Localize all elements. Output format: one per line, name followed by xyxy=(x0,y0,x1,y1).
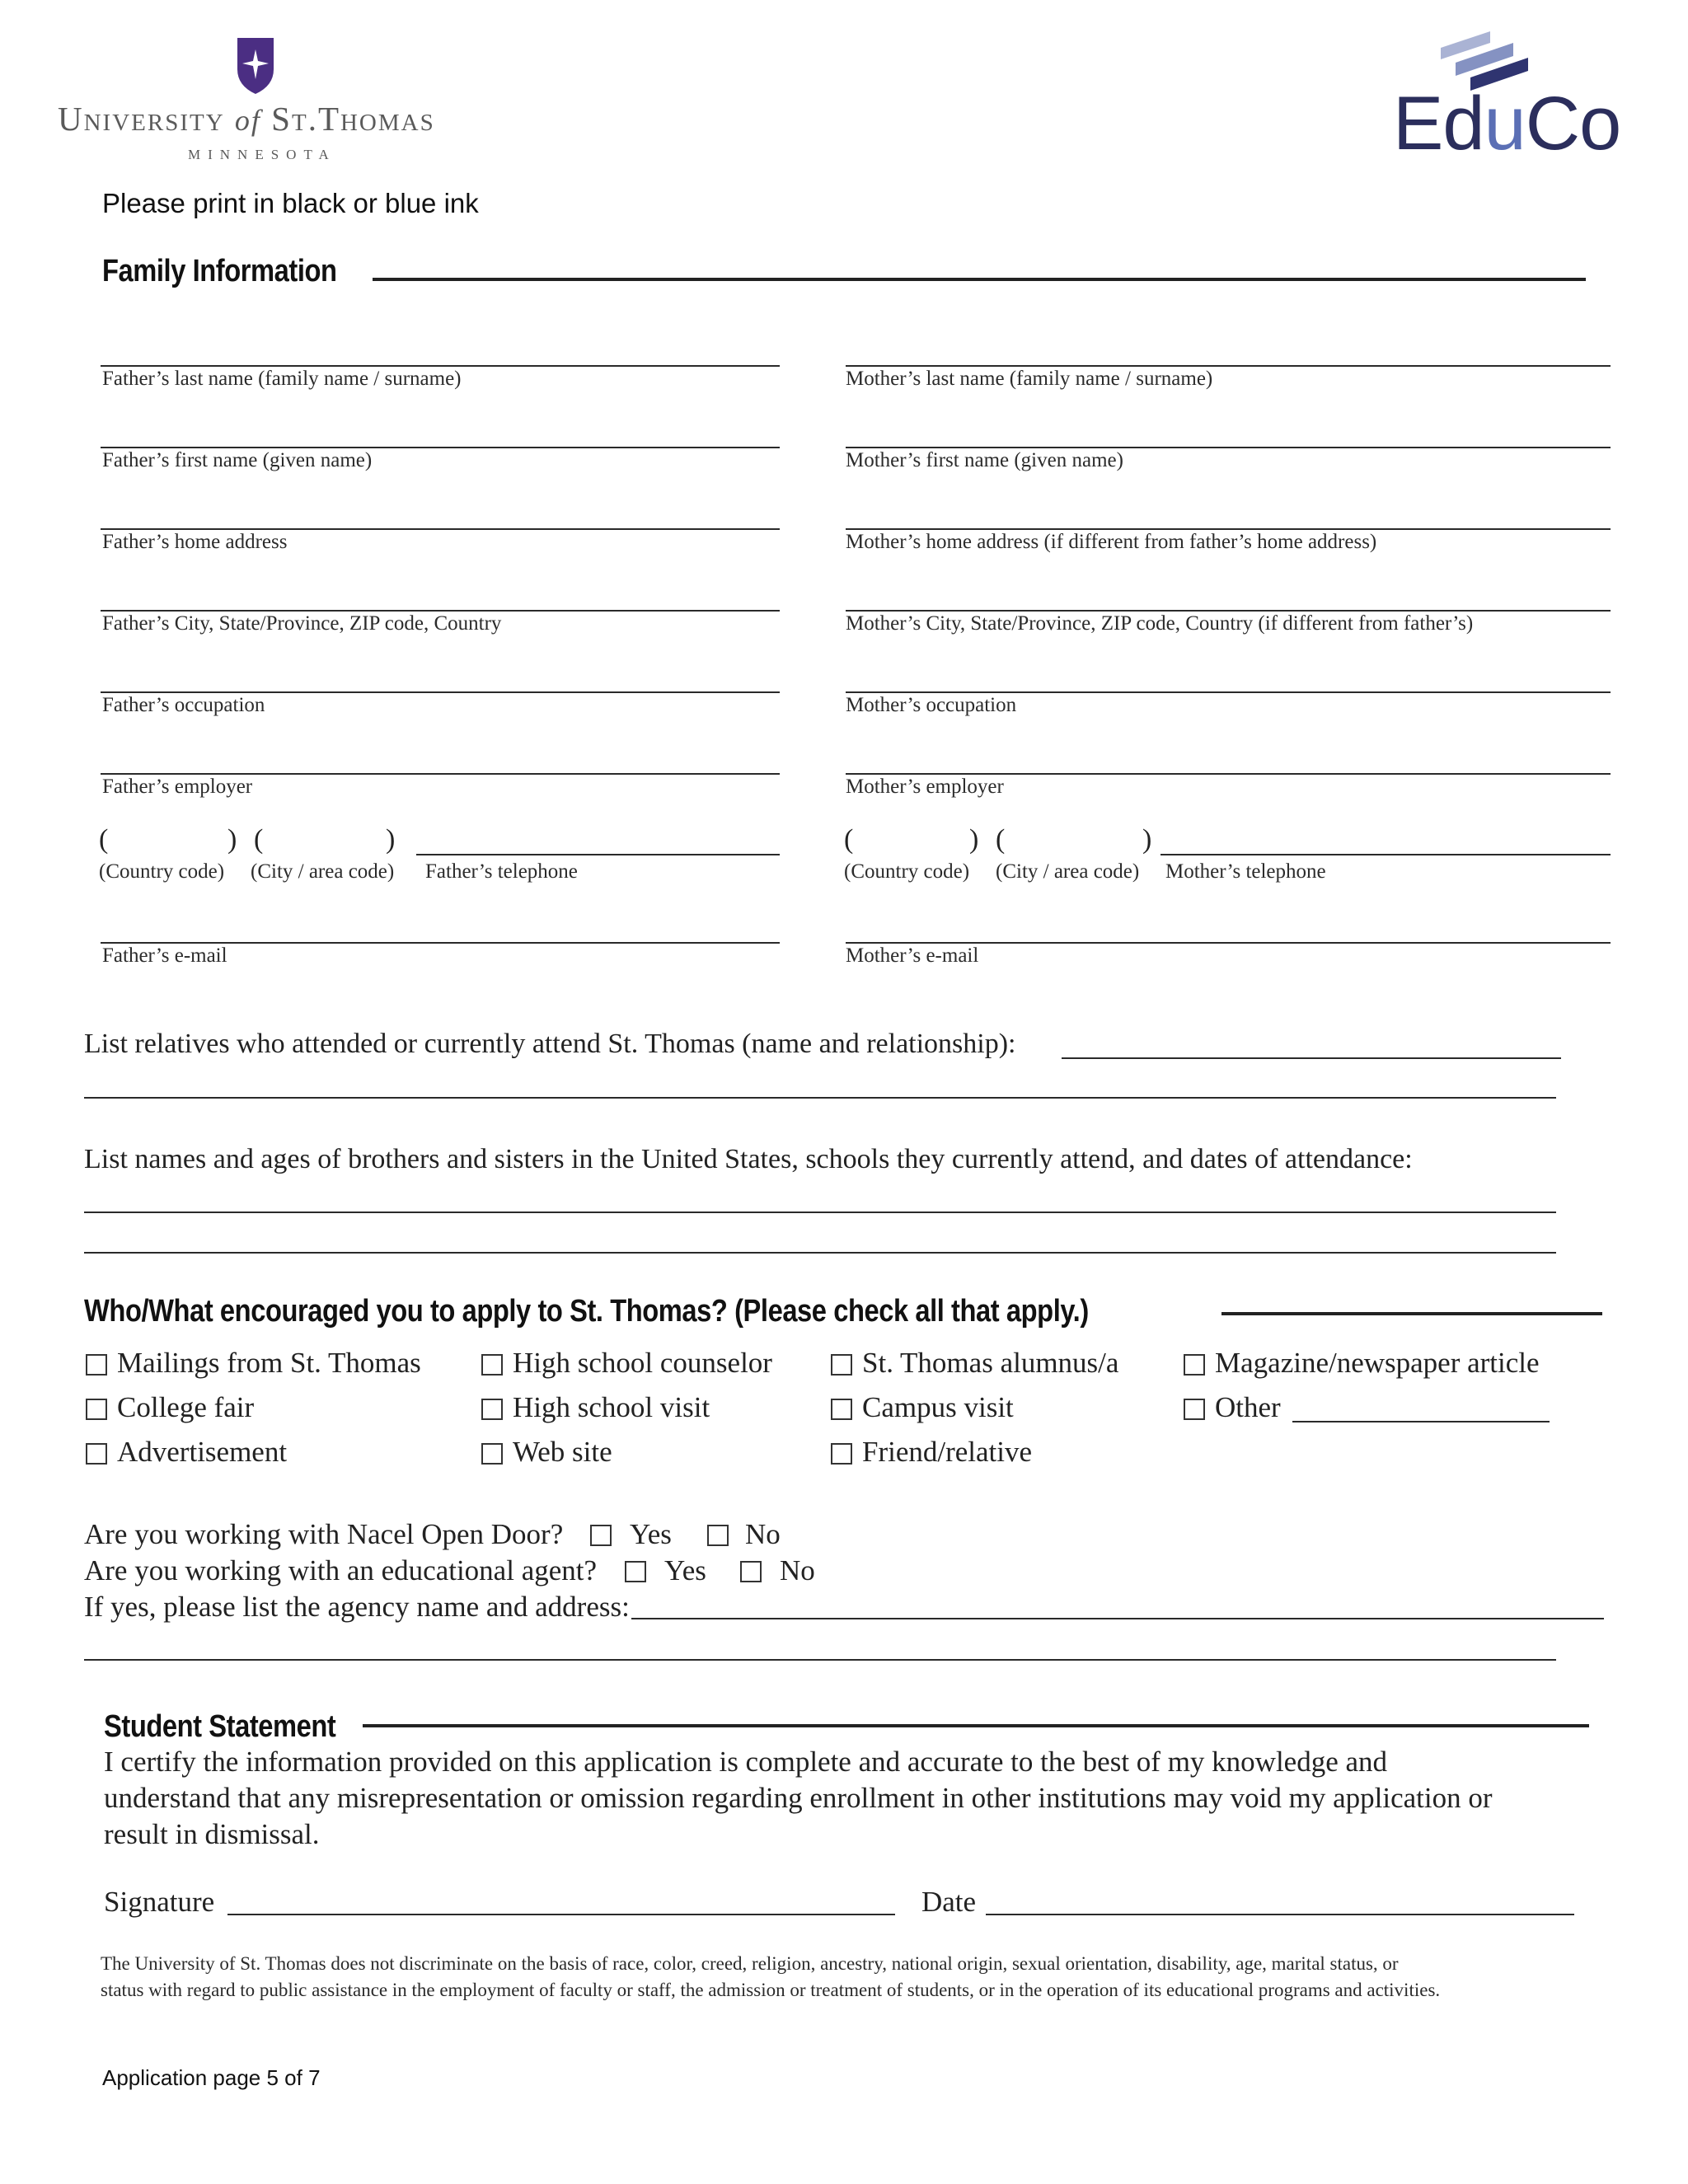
university-name-of: of xyxy=(234,104,261,137)
family-information-heading: Family Information xyxy=(102,254,337,288)
disclaimer-line-1: The University of St. Thomas does not discriminate on the basis of race, color, creed, religion, ancestry, national origin, sexual orientation, disability, age, marital status, or xyxy=(101,1953,1399,1974)
student-statement-rule xyxy=(363,1724,1589,1727)
mother-city-input[interactable] xyxy=(846,610,1611,612)
father-telephone-label: Father’s telephone xyxy=(425,860,578,883)
mother-employer-input[interactable] xyxy=(846,773,1611,775)
father-telephone-input[interactable] xyxy=(416,854,780,855)
father-address-input[interactable] xyxy=(101,528,780,530)
agent-question: Are you working with an educational agent? xyxy=(84,1554,598,1586)
campus-visit-checkbox[interactable] xyxy=(831,1399,852,1420)
high-school-counselor-label: High school counselor xyxy=(513,1347,772,1379)
nacel-yes-label: Yes xyxy=(630,1518,672,1550)
father-country-code-label: (Country code) xyxy=(99,860,225,883)
web-site-label: Web site xyxy=(513,1436,612,1468)
advertisement-label: Advertisement xyxy=(117,1436,288,1468)
high-school-visit-checkbox[interactable] xyxy=(481,1399,503,1420)
high-school-counselor-checkbox[interactable] xyxy=(481,1354,503,1376)
magazine-article-label: Magazine/newspaper article xyxy=(1215,1347,1540,1379)
educo-wordmark xyxy=(1393,81,1620,167)
father-occupation-input[interactable] xyxy=(101,691,780,693)
university-name-suffix: St.Thomas xyxy=(271,100,435,138)
father-area-code-input[interactable]: ( ) xyxy=(254,824,396,855)
mother-first-name-input[interactable] xyxy=(846,447,1611,448)
agency-input-line-1[interactable] xyxy=(631,1618,1604,1619)
mother-telephone-label: Mother’s telephone xyxy=(1165,860,1326,883)
mother-country-code-label: (Country code) xyxy=(844,860,970,883)
mailings-checkbox[interactable] xyxy=(86,1354,107,1376)
friend-relative-label: Friend/relative xyxy=(862,1436,1033,1468)
signature-label: Signature xyxy=(104,1886,215,1918)
father-email-label: Father’s e-mail xyxy=(102,944,227,967)
magazine-article-checkbox[interactable] xyxy=(1184,1354,1205,1376)
high-school-visit-label: High school visit xyxy=(513,1391,710,1423)
nacel-yes-checkbox[interactable] xyxy=(590,1525,612,1546)
mother-first-name-label: Mother’s first name (given name) xyxy=(846,449,1123,471)
relatives-input-line-2[interactable] xyxy=(84,1097,1556,1099)
agent-yes-checkbox[interactable] xyxy=(625,1561,646,1582)
agent-no-label: No xyxy=(780,1554,815,1586)
educo-wordmark-u: u xyxy=(1484,82,1526,166)
college-fair-label: College fair xyxy=(117,1391,255,1423)
mother-area-code-label: (City / area code) xyxy=(996,860,1140,883)
encouraged-heading: Who/What encouraged you to apply to St. Thomas? (Please check all that apply.) xyxy=(84,1294,1089,1329)
mother-employer-label: Mother’s employer xyxy=(846,776,1004,798)
father-country-code-input[interactable]: ( ) xyxy=(99,824,237,855)
university-state: MINNESOTA xyxy=(188,147,336,162)
educo-wordmark-ed: Ed xyxy=(1393,82,1484,166)
university-logo xyxy=(58,36,453,168)
father-last-name-label: Father’s last name (family name / surname) xyxy=(102,368,462,390)
father-occupation-label: Father’s occupation xyxy=(102,694,265,716)
father-last-name-input[interactable] xyxy=(101,365,780,367)
campus-visit-label: Campus visit xyxy=(862,1391,1014,1423)
university-name xyxy=(58,99,435,138)
disclaimer-line-2: status with regard to public assistance in the employment of faculty or staff, the admission or treatment of students, or in the operation of its educational programs and activities. xyxy=(101,1980,1441,2000)
educo-logo xyxy=(1393,30,1624,166)
nacel-no-checkbox[interactable] xyxy=(707,1525,729,1546)
mother-telephone-input[interactable] xyxy=(1160,854,1611,855)
mother-last-name-label: Mother’s last name (family name / surname) xyxy=(846,368,1213,390)
educo-wordmark-co: Co xyxy=(1525,82,1621,166)
friend-relative-checkbox[interactable] xyxy=(831,1443,852,1465)
family-heading-rule xyxy=(373,278,1586,281)
date-input[interactable] xyxy=(986,1914,1574,1915)
father-city-label: Father’s City, State/Province, ZIP code, Country xyxy=(102,612,502,635)
relatives-input-line-1[interactable] xyxy=(1062,1057,1561,1059)
agency-input-line-2[interactable] xyxy=(84,1659,1556,1661)
other-label: Other xyxy=(1215,1391,1281,1423)
father-employer-input[interactable] xyxy=(101,773,780,775)
statement-text-line-1: I certify the information provided on this application is complete and accurate to the best of my knowledge and xyxy=(104,1746,1388,1778)
date-label: Date xyxy=(921,1886,977,1918)
mother-occupation-input[interactable] xyxy=(846,691,1611,693)
statement-text-line-3: result in dismissal. xyxy=(104,1818,320,1850)
mother-occupation-label: Mother’s occupation xyxy=(846,694,1017,716)
statement-text-line-2: understand that any misrepresentation or omission regarding enrollment in other institutions may void my application or xyxy=(104,1782,1493,1814)
signature-input[interactable] xyxy=(227,1914,895,1915)
father-first-name-label: Father’s first name (given name) xyxy=(102,449,373,471)
web-site-checkbox[interactable] xyxy=(481,1443,503,1465)
student-statement-heading: Student Statement xyxy=(104,1709,336,1744)
mother-last-name-input[interactable] xyxy=(846,365,1611,367)
alumnus-label: St. Thomas alumnus/a xyxy=(862,1347,1119,1379)
father-city-input[interactable] xyxy=(101,610,780,612)
father-email-input[interactable] xyxy=(101,942,780,944)
advertisement-checkbox[interactable] xyxy=(86,1443,107,1465)
page-number: Application page 5 of 7 xyxy=(102,2065,321,2090)
nacel-no-label: No xyxy=(745,1518,781,1550)
father-area-code-label: (City / area code) xyxy=(251,860,395,883)
agent-yes-label: Yes xyxy=(664,1554,706,1586)
mailings-label: Mailings from St. Thomas xyxy=(117,1347,421,1379)
mother-address-input[interactable] xyxy=(846,528,1611,530)
father-employer-label: Father’s employer xyxy=(102,776,253,798)
mother-address-label: Mother’s home address (if different from father’s home address) xyxy=(846,531,1377,553)
father-address-label: Father’s home address xyxy=(102,531,288,553)
father-first-name-input[interactable] xyxy=(101,447,780,448)
siblings-input-line-2[interactable] xyxy=(84,1252,1556,1254)
university-name-prefix: University xyxy=(58,100,225,138)
mother-email-input[interactable] xyxy=(846,942,1611,944)
relatives-prompt: List relatives who attended or currently attend St. Thomas (name and relationship): xyxy=(84,1029,1016,1059)
other-checkbox[interactable] xyxy=(1184,1399,1205,1420)
mother-city-label: Mother’s City, State/Province, ZIP code, Country (if different from father’s) xyxy=(846,612,1474,635)
agency-prompt: If yes, please list the agency name and address: xyxy=(84,1591,630,1623)
mother-email-label: Mother’s e-mail xyxy=(846,944,979,967)
nacel-question: Are you working with Nacel Open Door? xyxy=(84,1518,564,1550)
alumnus-checkbox[interactable] xyxy=(831,1354,852,1376)
mother-area-code-input[interactable]: ( ) xyxy=(996,824,1152,855)
encouraged-heading-rule xyxy=(1221,1312,1602,1315)
print-instructions: Please print in black or blue ink xyxy=(102,188,479,218)
mother-country-code-input[interactable]: ( ) xyxy=(844,824,979,855)
siblings-prompt: List names and ages of brothers and sisters in the United States, schools they currently attend, and dates of attendance: xyxy=(84,1144,1413,1174)
other-input[interactable] xyxy=(1292,1421,1550,1422)
university-shield-icon xyxy=(234,36,277,96)
agent-no-checkbox[interactable] xyxy=(740,1561,762,1582)
college-fair-checkbox[interactable] xyxy=(86,1399,107,1420)
siblings-input-line-1[interactable] xyxy=(84,1212,1556,1213)
